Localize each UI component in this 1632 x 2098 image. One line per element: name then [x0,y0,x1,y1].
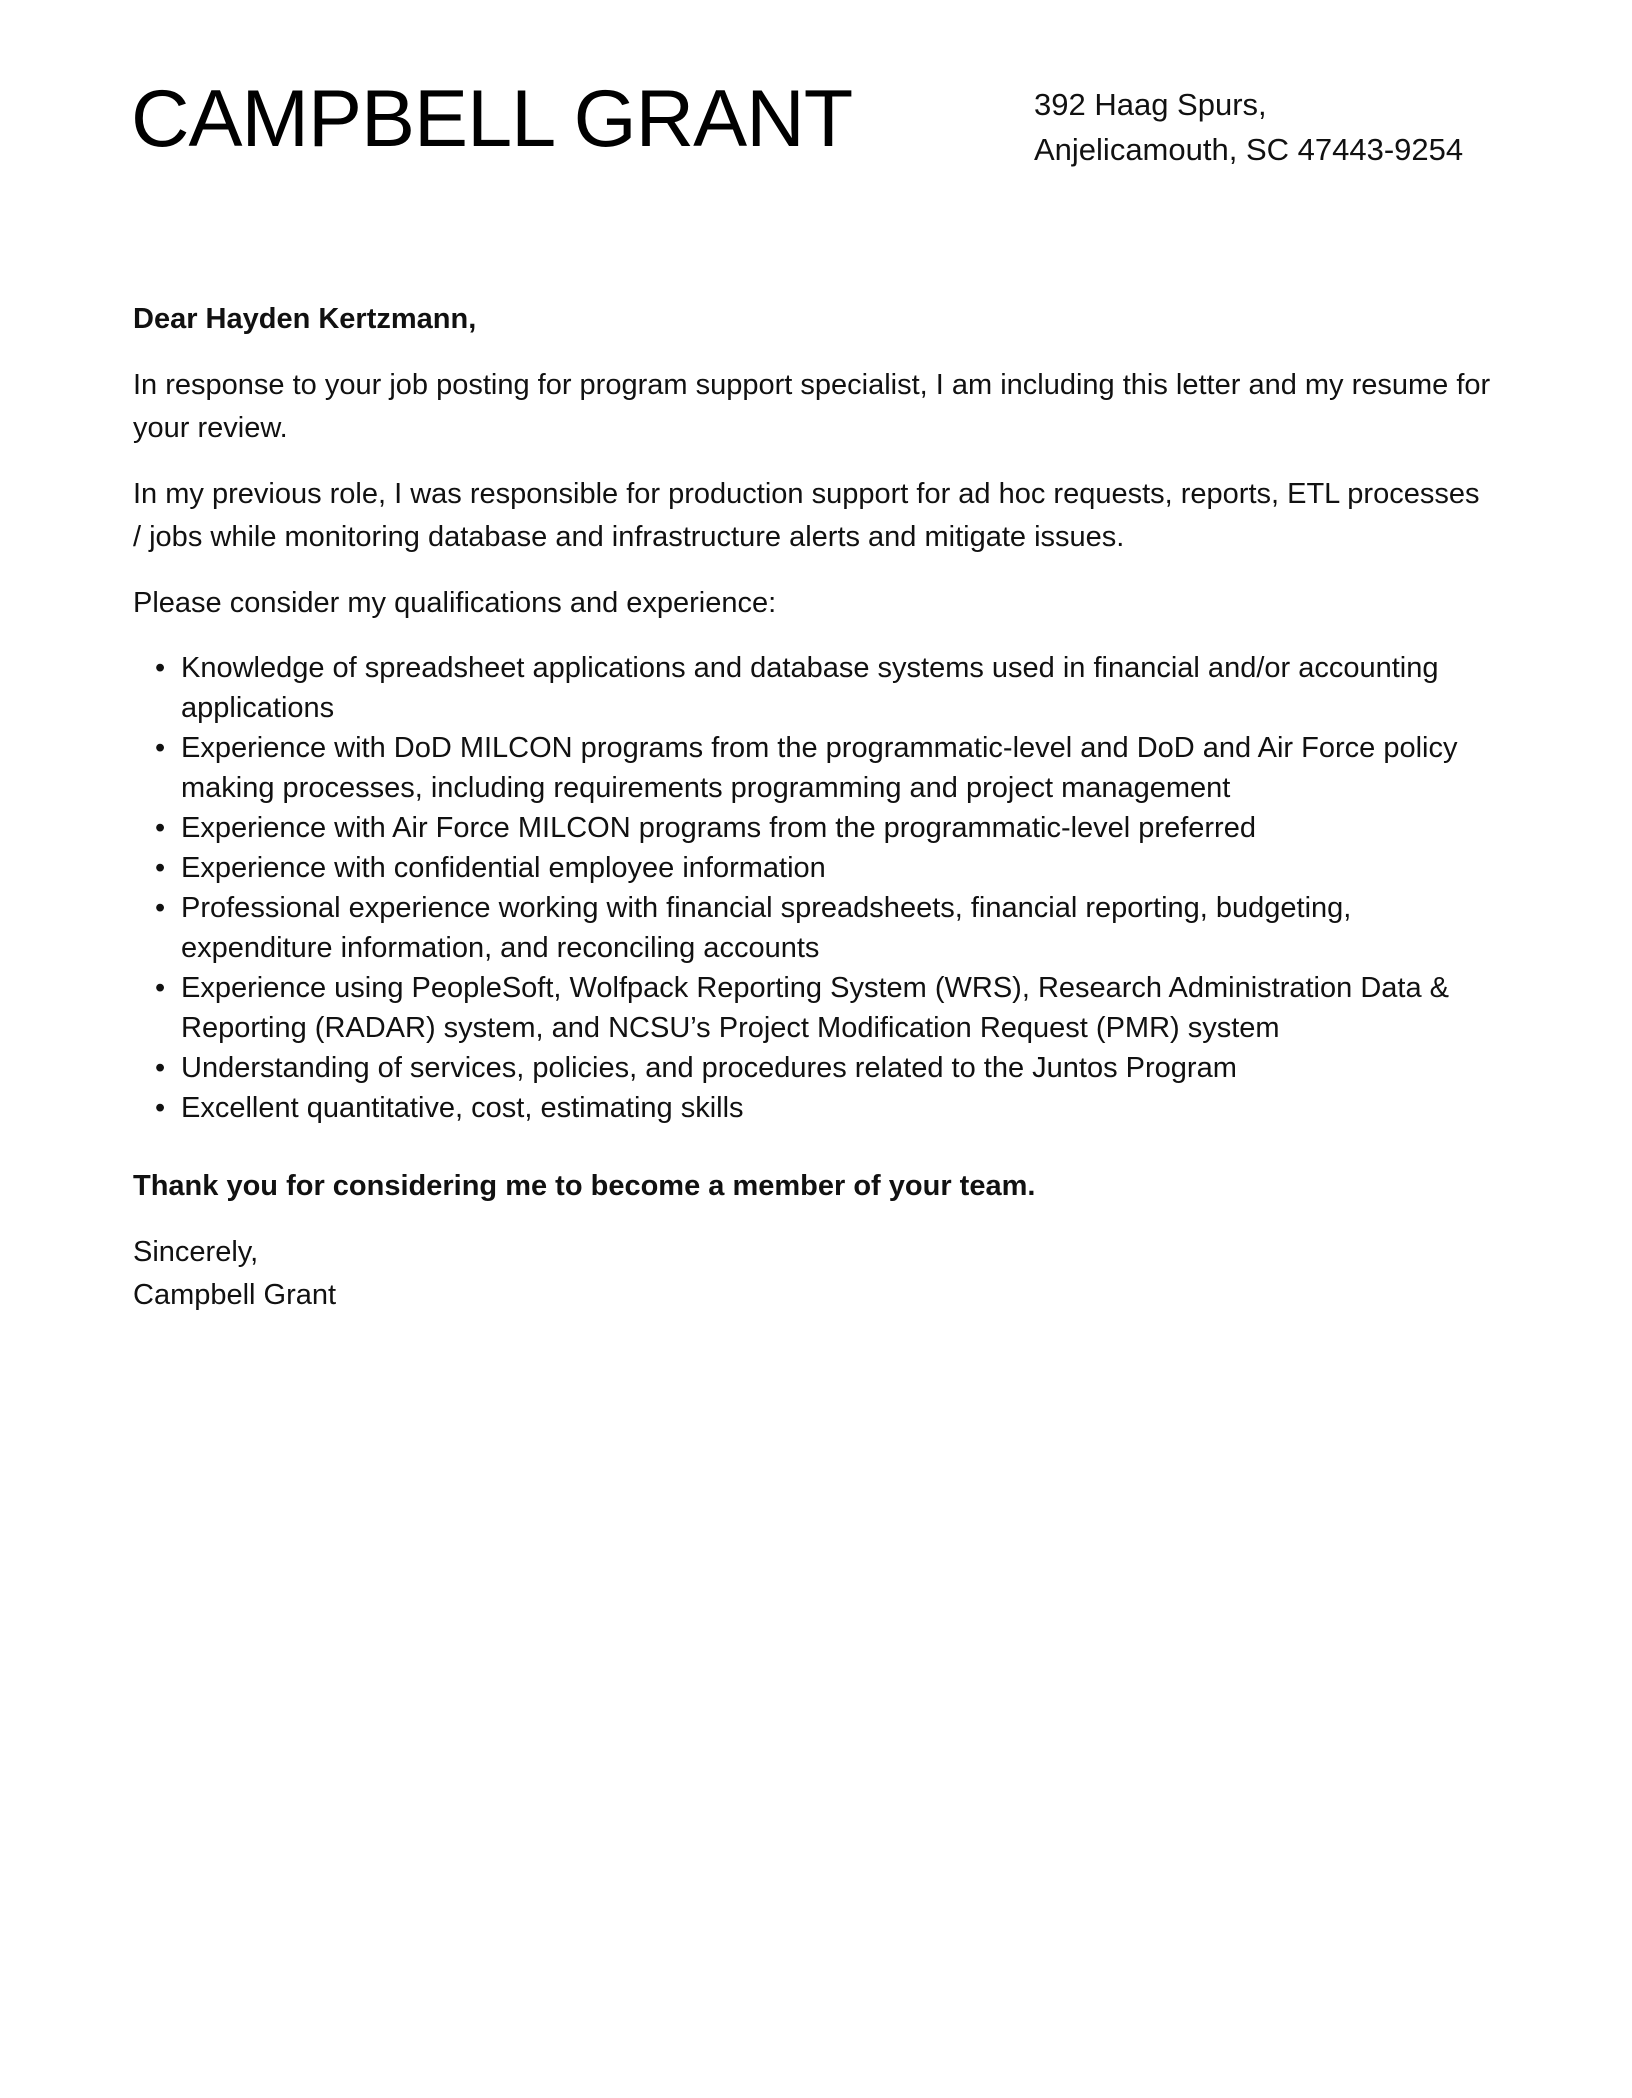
applicant-address [1034,82,1463,172]
qualification-item: • Experience with confidential employee information [181,848,1493,888]
qualification-item: • Professional experience working with financial spreadsheets, financial reporting, budgeting, expenditure information, and reconciling accounts [181,888,1493,968]
thank-you-line: Thank you for considering me to become a member of your team. [133,1170,1036,1202]
address-line-2: Anjelicamouth, SC 47443-9254 [1034,132,1464,167]
experience-paragraph: In my previous role, I was responsible for production support for ad hoc requests, reports, ETL processes / jobs while monitoring database and infrastructure alerts and mitigate issues. [133,478,1480,553]
applicant-name: CAMPBELL GRANT [131,74,853,164]
qualification-item: • Understanding of services, policies, and procedures related to the Juntos Program [181,1048,1493,1088]
qualifications-list [133,648,1493,1128]
intro-paragraph: In response to your job posting for program support specialist, I am including this letter and my resume for your review. [133,369,1491,444]
closing: Sincerely, [133,1236,259,1268]
letter-body [133,298,1493,1317]
qualification-item: • Knowledge of spreadsheet applications and database systems used in financial and/or accounting applications [181,648,1493,728]
qualification-item: • Experience with Air Force MILCON programs from the programmatic-level preferred [181,808,1493,848]
address-line-1: 392 Haag Spurs, [1034,87,1267,122]
signature: Campbell Grant [133,1279,337,1311]
qualification-item: • Experience with DoD MILCON programs from the programmatic-level and DoD and Air Force policy making processes, including requirements programming and project management [181,728,1493,808]
qualification-item: • Excellent quantitative, cost, estimating skills [181,1088,1493,1128]
qualification-item: • Experience using PeopleSoft, Wolfpack Reporting System (WRS), Research Administration Data & Reporting (RADAR) system, and NCSU’s Project Modification Request (PMR) system [181,968,1493,1048]
salutation: Dear Hayden Kertzmann, [133,303,477,335]
qualifications-lead: Please consider my qualifications and experience: [133,587,777,619]
